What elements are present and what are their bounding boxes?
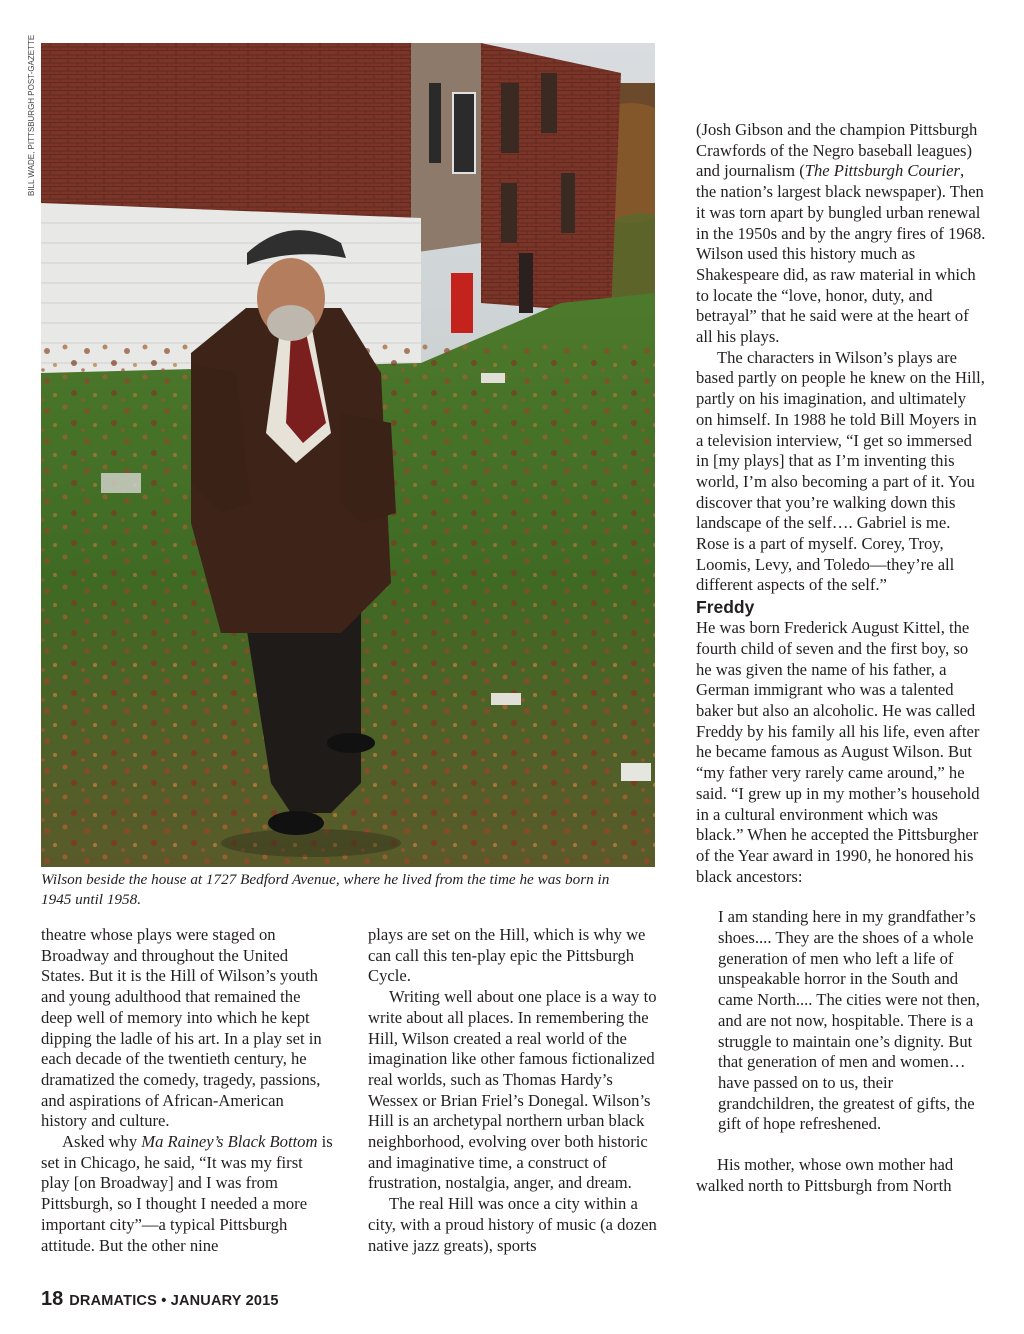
paragraph (41, 1132, 333, 1256)
play-title: Ma Rainey’s Black Bottom (141, 1132, 318, 1152)
paragraph: The real Hill was once a city within a city, with a proud history of music (a dozen native jazz greats), sports (368, 1194, 657, 1255)
section-heading: Freddy (696, 597, 755, 618)
article-column-3 (696, 120, 986, 1196)
paragraph: Writing well about one place is a way to write about all places. In remembering the Hill, Wilson created a real world of the imagination like other famous fictionalized real worlds, such as Thomas Hardy’s Wessex or Brian Friel’s Donegal. Wilson’s Hill is an archetypal northern urban black neighborhood, evolving over both historic and imaginative time, a construct of frustration, nostalgia, anger, and dream. (368, 987, 657, 1193)
paragraph: His mother, whose own mother had walked north to Pittsburgh from North (696, 1155, 954, 1195)
photo-wilson-bedford-avenue (41, 43, 655, 867)
text-run: is set in Chicago, he said, “It was my first play [on Broadway] and I was from Pittsburgh, so I thought I needed a more important city”—a typical Pittsburgh attitude. But the other nine (41, 1132, 333, 1255)
block-quote: I am standing here in my grandfather’s shoes.... They are the shoes of a whole generation of men who left a life of unspeakable horror in the South and came North.... The cities were not then, and are not now, hospitable. There is a struggle to maintain one’s dignity. But that generation of men and women… have passed on to us, their grandchildren, the greatest of gifts, the gift of hope refreshened. (718, 907, 980, 1134)
photo-illustration (41, 43, 655, 867)
publication-title: The Pittsburgh Courier (804, 161, 960, 181)
photo-caption: Wilson beside the house at 1727 Bedford Avenue, where he lived from the time he was born in 1945 until 1958. (41, 871, 610, 908)
paragraph: He was born Frederick August Kittel, the fourth child of seven and the first boy, so he was given the name of his father, a German immigrant who was a talented baker but also an alcoholic. He was called Freddy by his family all his life, even after he became famous as August Wilson. But “my father very rarely came around,” he said. “I grew up in my mother’s household in a cultural environment which was black.” When he accepted the Pittsburgher of the Year award in 1990, he honored his black ancestors: (696, 618, 980, 886)
magazine-issue: DRAMATICS • JANUARY 2015 (69, 1293, 279, 1309)
paragraph: theatre whose plays were staged on Broadway and throughout the United States. But it is the Hill of Wilson’s youth and young adulthood that remained the deep well of memory into which he kept dipping the ladle of his art. In a play set in each decade of the twentieth century, he dramatized the comedy, tragedy, passions, and aspirations of African-American history and culture. (41, 925, 322, 1131)
text-run: Asked why (62, 1132, 142, 1152)
paragraph (696, 120, 986, 348)
page-number: 18 (41, 1288, 64, 1310)
text-run: (Josh Gibson and the champion Pittsburgh Crawfords of the Negro baseball leagues) and journalism ( (696, 120, 978, 181)
photo-credit: BILL WADE, PITTSBURGH POST-GAZETTE (27, 34, 36, 196)
article-column-1 (41, 925, 333, 1256)
article-column-2 (368, 925, 658, 1256)
text-run: , the nation’s largest black newspaper). Then it was torn apart by bungled urban renewal in the 1950s and by the angry fires of 1968. Wilson used this history much as Shakespeare did, as raw material in which to locate the “love, honor, duty, and betrayal” that he said were at the heart of all his plays. (696, 161, 986, 347)
paragraph: The characters in Wilson’s plays are based partly on people he knew on the Hill, partly on his imagination, and ultimately on himself. In 1988 he told Bill Moyers in a television interview, “I get so immersed in [my plays] that as I’m inventing this world, I’m also becoming a part of it. You discover that you’re walking down this landscape of the self…. Gabriel is me. Rose is a part of myself. Corey, Troy, Loomis, Levy, and Toledo—they’re all different aspects of the self.” (696, 347, 985, 595)
page-footer (41, 1288, 279, 1311)
paragraph: plays are set on the Hill, which is why we can call this ten-play epic the Pittsburgh Cycle. (368, 925, 646, 986)
